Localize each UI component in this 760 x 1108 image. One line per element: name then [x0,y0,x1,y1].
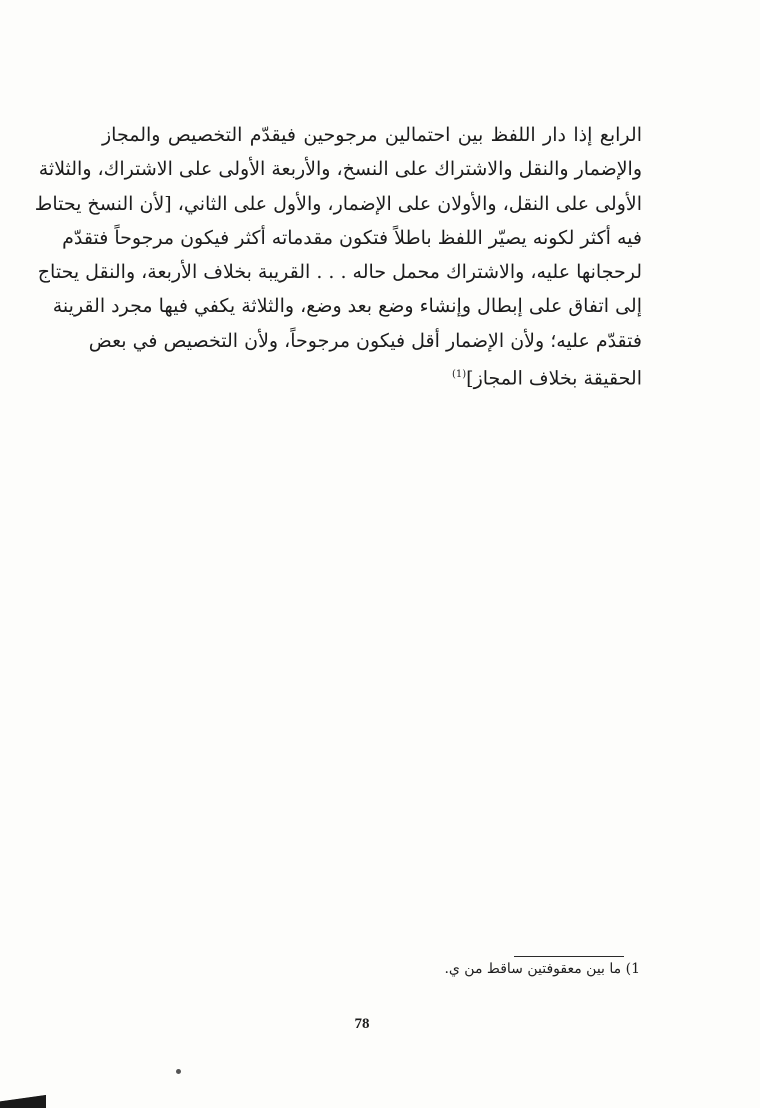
body-line-7: فتقدّم عليه؛ ولأن الإضمار أقل فيكون مرجوحاً، ولأن التخصيص في بعض [88,329,642,352]
body-line-8-text: الحقيقة بخلاف المجاز] [466,367,642,390]
page-number: 78 [354,1016,370,1032]
body-line-2: والإضمار والنقل والاشتراك على النسخ، والأربعة الأولى على الاشتراك، والثلاثة [38,158,642,181]
body-line-6: إلى اتفاق على إبطال وإنشاء وضع بعد وضع، والثلاثة يكفي فيها مجرد القرينة [52,295,642,318]
footnote-divider [514,956,624,957]
body-line-4: فيه أكثر لكونه يصيّر اللفظ باطلاً فتكون مقدماته أكثر فيكون مرجوحاً فتقدّم [62,226,642,249]
scan-edge-shadow [0,1093,46,1108]
body-line-3: الأولى على النقل، والأولان على الإضمار، والأول على الثاني، [لأن النسخ يحتاط [34,192,642,215]
body-line-1: الرابع إذا دار اللفظ بين احتمالين مرجوحين فيقدّم التخصيص والمجاز [102,124,642,146]
body-line-5: لرحجانها عليه، والاشتراك محمل حاله . . . القريبة بخلاف الأربعة، والنقل يحتاج [37,261,642,284]
footnote-text: 1) ما بين معقوفتين ساقط من ي. [444,961,640,977]
body-text [34,118,642,396]
body-line-8 [102,358,642,396]
scan-speck [176,1069,181,1074]
footnote-marker: (1) [451,369,467,381]
